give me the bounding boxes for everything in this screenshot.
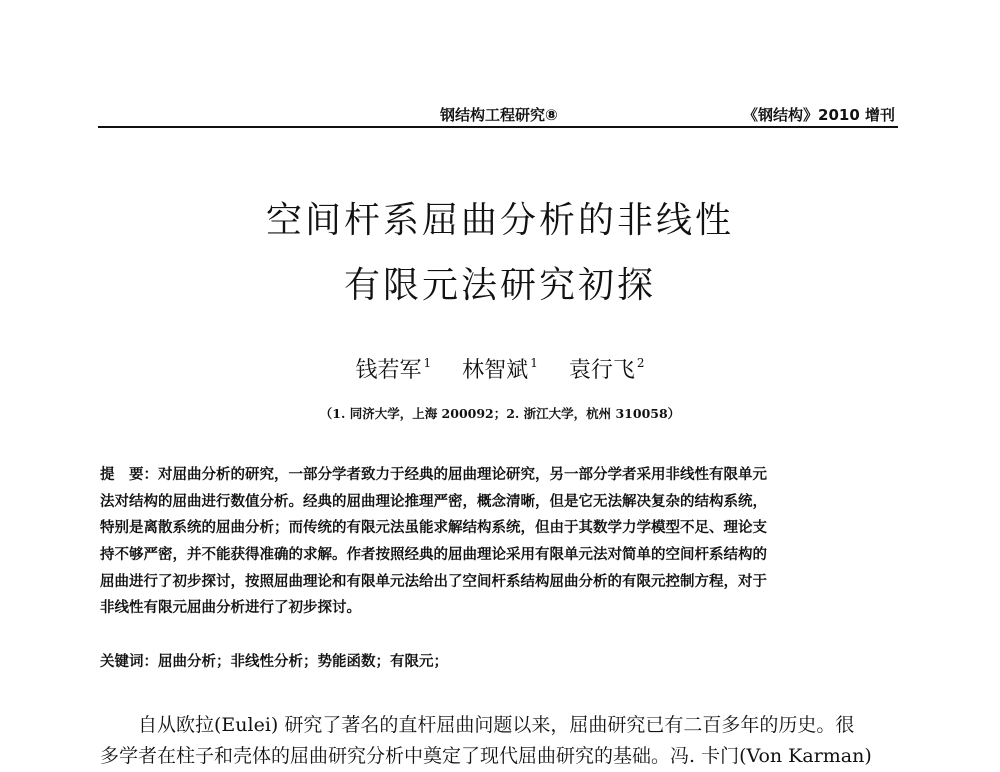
affiliation: （1. 同济大学，上海 200092；2. 浙江大学，杭州 310058） bbox=[319, 406, 681, 421]
author-2 bbox=[462, 358, 538, 383]
header-rule bbox=[98, 126, 898, 128]
abstract-line bbox=[100, 462, 900, 489]
body-paragraph bbox=[100, 710, 900, 772]
paper-title-line2: 有限元法研究初探 bbox=[343, 265, 656, 306]
body-line: 自从欧拉(Eulei) 研究了著名的直杆屈曲问题以来，屈曲研究已有二百多年的历史。很 bbox=[138, 714, 855, 736]
author-name: 林智斌 bbox=[462, 358, 529, 383]
author-name: 钱若军 bbox=[355, 358, 422, 383]
keywords-text: 屈曲分析；非线性分析；势能函数；有限元； bbox=[158, 653, 448, 670]
author-3 bbox=[569, 358, 645, 383]
abstract-line: 非线性有限元屈曲分析进行了初步探讨。 bbox=[100, 599, 361, 617]
author-name: 袁行飞 bbox=[568, 358, 635, 383]
author-affil-mark: 1 bbox=[530, 356, 538, 370]
abstract-line: 持不够严密，并不能获得准确的求解。作者按照经典的屈曲理论采用有限单元法对简单的空间杆系结构的 bbox=[100, 546, 767, 564]
keywords-label: 关键词： bbox=[100, 653, 158, 670]
author-1 bbox=[356, 358, 432, 383]
body-line: 多学者在柱子和壳体的屈曲研究分析中奠定了现代屈曲研究的基础。冯. 卡门(Von Karman) bbox=[100, 745, 872, 767]
keywords bbox=[100, 650, 448, 671]
running-header-series: 钢结构工程研究⑧ bbox=[440, 106, 558, 124]
abstract bbox=[100, 462, 900, 622]
author-affil-mark: 2 bbox=[636, 356, 645, 370]
running-header-journal: 《钢结构》2010 增刊 bbox=[743, 106, 895, 124]
abstract-line: 法对结构的屈曲进行数值分析。经典的屈曲理论推理严密，概念清晰，但是它无法解决复杂的结构系统， bbox=[100, 492, 767, 510]
abstract-line: 特别是离散系统的屈曲分析；而传统的有限元法虽能求解结构系统，但由于其数学力学模型不足、理论支 bbox=[100, 519, 767, 537]
paper-title-line1: 空间杆系屈曲分析的非线性 bbox=[265, 200, 734, 241]
abstract-text: 对屈曲分析的研究，一部分学者致力于经典的屈曲理论研究，另一部分学者采用非线性有限单元 bbox=[158, 466, 767, 483]
author-affil-mark: 1 bbox=[423, 356, 432, 370]
abstract-label: 提 要： bbox=[100, 466, 158, 483]
abstract-line: 屈曲进行了初步探讨，按照屈曲理论和有限单元法给出了空间杆系结构屈曲分析的有限元控制方程，对于 bbox=[100, 572, 767, 590]
author-list bbox=[0, 353, 1000, 384]
